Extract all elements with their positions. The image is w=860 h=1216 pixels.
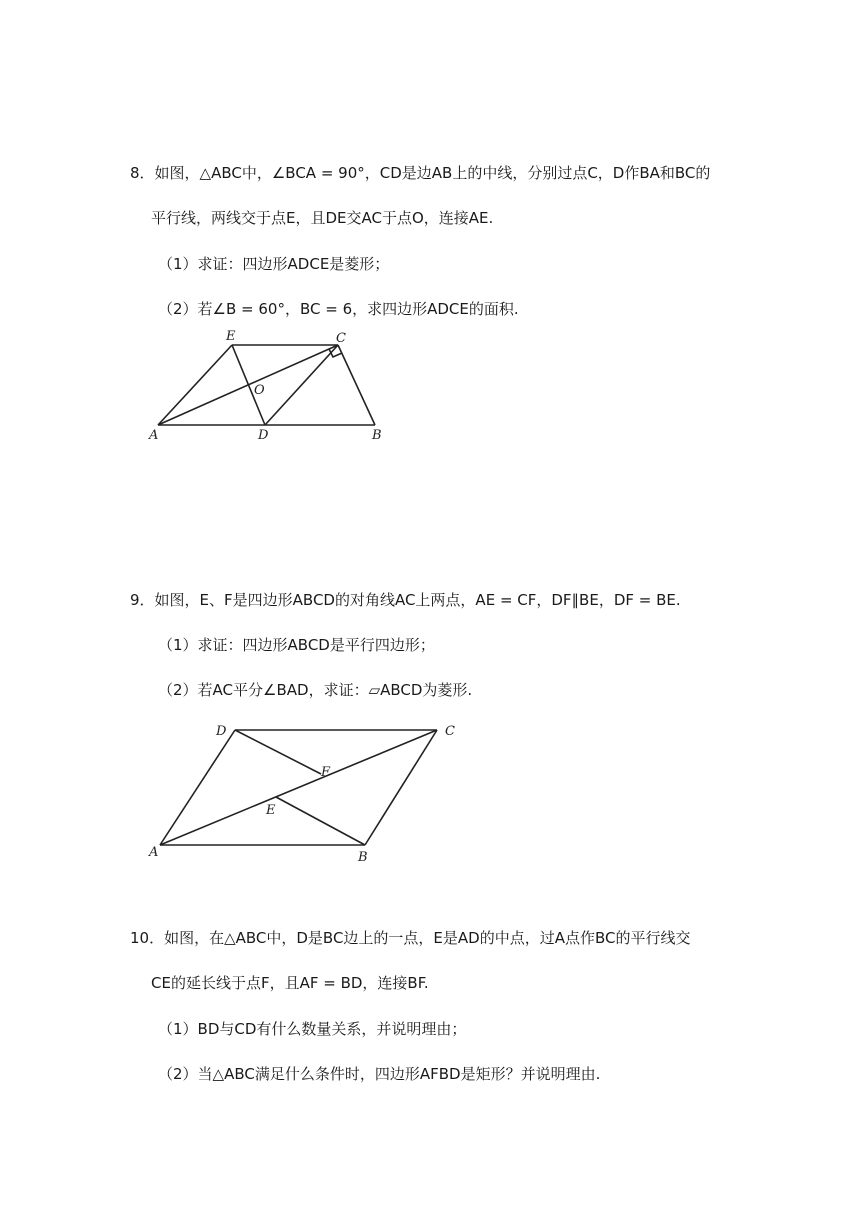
segment-eb — [276, 797, 365, 845]
problem-9-figure — [145, 715, 465, 865]
segment-ae — [158, 345, 232, 425]
problem-9-line-1: 9．如图，E、F是四边形ABCD的对角线AC上两点，AE = CF，DF∥BE，DF = BE. — [130, 591, 681, 609]
problem-8-figure — [140, 325, 400, 450]
segment-cb — [338, 345, 375, 425]
problem-8-line-2: 平行线，两线交于点E，且DE交AC于点O，连接AE. — [151, 209, 494, 227]
segment-dc — [265, 345, 338, 425]
label-a: A — [149, 428, 159, 443]
segment-ad — [160, 730, 235, 845]
segment-ac — [160, 730, 437, 845]
label-c: C — [445, 724, 455, 739]
label-f: F — [321, 765, 331, 780]
segment-df — [235, 730, 321, 774]
label-d: D — [258, 428, 269, 443]
label-b: B — [358, 850, 368, 865]
problem-10-line-1: 10．如图，在△ABC中，D是BC边上的一点，E是AD的中点，过A点作BC的平行线交 — [130, 929, 691, 947]
problem-8-part-1: （1）求证：四边形ADCE是菱形； — [158, 255, 390, 273]
label-a: A — [149, 845, 159, 860]
problem-10-line-2: CE的延长线于点F，且AF = BD，连接BF. — [151, 974, 429, 992]
problem-9-part-1: （1）求证：四边形ABCD是平行四边形； — [158, 636, 435, 654]
problem-10-part-2: （2）当△ABC满足什么条件时，四边形AFBD是矩形？并说明理由. — [158, 1065, 601, 1083]
label-o: O — [254, 383, 265, 398]
problem-9-part-2: （2）若AC平分∠BAD，求证：▱ABCD为菱形. — [158, 681, 473, 699]
label-d: D — [216, 724, 227, 739]
segment-cb — [365, 730, 437, 845]
label-b: B — [372, 428, 382, 443]
label-c: C — [336, 331, 346, 346]
problem-8-line-1: 8．如图，△ABC中，∠BCA = 90°，CD是边AB上的中线，分别过点C，D作BA和BC的 — [130, 164, 711, 182]
label-e: E — [266, 803, 276, 818]
label-e: E — [226, 329, 236, 344]
problem-8-part-2: （2）若∠B = 60°，BC = 6，求四边形ADCE的面积. — [158, 300, 519, 318]
problem-10-part-1: （1）BD与CD有什么数量关系，并说明理由； — [158, 1020, 467, 1038]
